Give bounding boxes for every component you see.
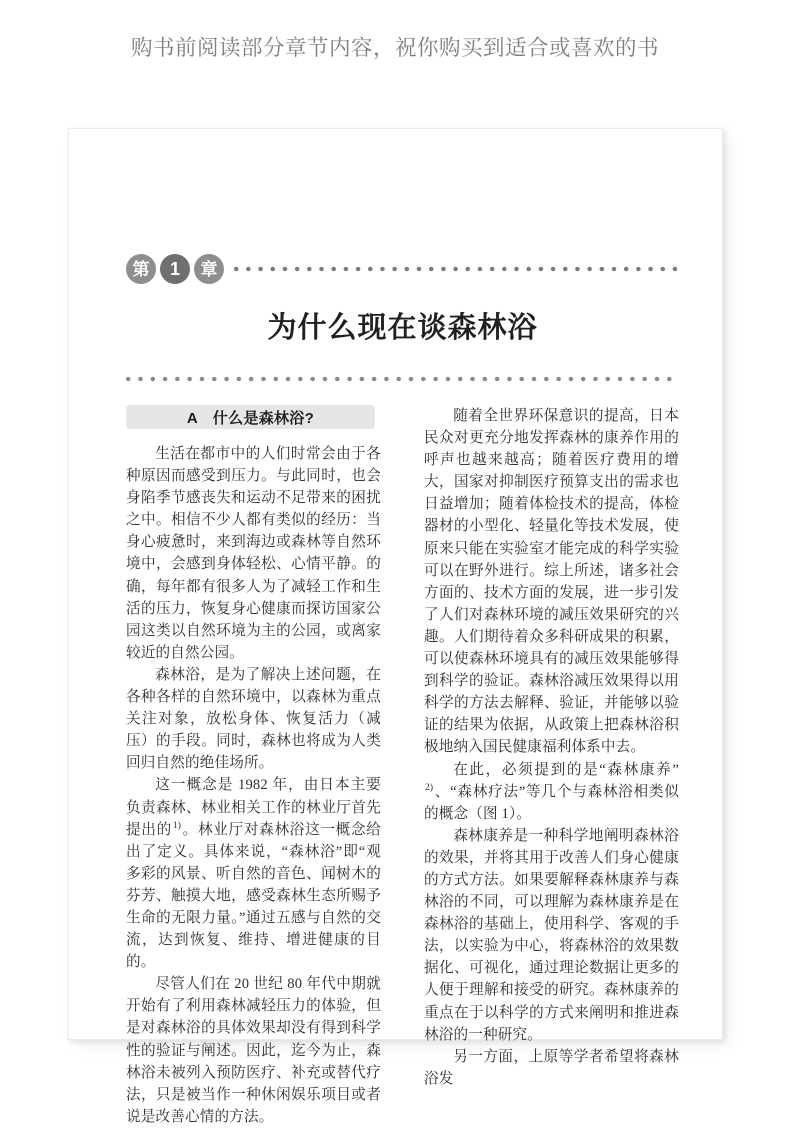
paragraph-part: 、“森林疗法”等几个与森林浴相类似的概念（图 1）。 xyxy=(424,783,679,822)
section-heading-text: A 什么是森林浴? xyxy=(186,409,315,427)
chapter-header xyxy=(126,253,679,285)
promo-banner xyxy=(0,0,790,92)
paragraph: 尽管人们在 20 世纪 80 年代中期就开始有了利用森林减轻压力的体验，但是对森林浴的具体效果却没有得到科学性的验证与阐述。因此，迄今为止，森林浴未被列入预防医疗、补充或替代疗法，只是被当作一种休闲娱乐项目或者说是改善心情的方法。 xyxy=(126,976,381,1125)
chapter-title: 为什么现在谈森林浴 xyxy=(267,312,538,344)
page-content-area xyxy=(126,129,679,1125)
paragraph-part: 在此，必须提到的是“森林康养” xyxy=(453,761,679,778)
chapter-badge-number: 1 xyxy=(160,254,190,284)
dotted-rule-bottom xyxy=(126,374,679,384)
paragraph xyxy=(126,774,381,973)
chapter-badge-suffix: 章 xyxy=(194,254,224,284)
section-heading-tag xyxy=(126,405,375,429)
paragraph: 另一方面，上原等学者希望将森林浴发 xyxy=(424,1048,679,1087)
paragraph: 森林康养是一种科学地阐明森林浴的效果，并将其用于改善人们身心健康的方式方法。如果要解释森林康养与森林浴的不同，可以理解为森林康养是在森林浴的基础上，使用科学、客观的手法，以实验为中心，将森林浴的效果数据化、可视化，通过理论数据让更多的人便于理解和接受的研究。森林康养的重点在于以科学的方式来阐明和推进森林浴的一种研究。 xyxy=(424,827,679,1043)
body-columns xyxy=(126,405,679,1125)
dotted-rule-top xyxy=(234,254,679,284)
book-page-sheet xyxy=(68,128,723,1125)
paragraph-part: 。林业厅对森林浴这一概念给出了定义。具体来说，“森林浴”即“观多彩的风景、听自然的音色、闻树木的芬芳、触摸大地，感受森林生态所赐予生命的无限力量。”通过五感与自然的交流，达到恢复、维持、增进健康的目的。 xyxy=(126,821,382,971)
right-column xyxy=(424,405,679,1087)
footnote-marker: 1) xyxy=(172,820,182,831)
footnote-marker: 2) xyxy=(425,782,434,793)
left-column xyxy=(126,405,382,1125)
paragraph: 随着全世界环保意识的提高，日本民众对更充分地发挥森林的康养作用的呼声也越来越高；随着医疗费用的增大，国家对抑制医疗预算支出的需求也日益增加；随着体检技术的提高，体检器材的小型化、轻量化等技术发展，使原来只能在实验室才能完成的科学实验可以在野外进行。综上所述，诸多社会方面的、技术方面的发展，进一步引发了人们对森林环境的减压效果研究的兴趣。人们期待着众多科研成果的积累，可以使森林环境具有的减压效果能够得到科学的验证。森林浴减压效果得以用科学的方法去解释、验证，并能够以验证的结果为依据，从政策上把森林浴积极地纳入国民健康福利体系中去。 xyxy=(424,408,679,756)
paragraph: 森林浴，是为了解决上述问题，在各种各样的自然环境中，以森林为重点关注对象，放松身体、恢复活力（减压）的手段。同时，森林也将成为人类回归自然的绝佳场所。 xyxy=(126,666,381,772)
promo-banner-text: 购书前阅读部分章节内容，祝你购买到适合或喜欢的书 xyxy=(130,35,659,60)
paragraph: 生活在都市中的人们时常会由于各种原因而感受到压力。与此同时，也会身陷季节感丧失和运动不足带来的困扰之中。相信不少人都有类似的经历：当身心疲惫时，来到海边或森林等自然环境中，会感到身体轻松、心情平静。的确，每年都有很多人为了减轻工作和生活的压力，恢复身心健康而探访国家公园这类以自然环境为主的公园，或离家较近的自然公园。 xyxy=(126,446,381,661)
chapter-badge-prefix: 第 xyxy=(126,254,156,284)
paragraph-part: 这一概念是 1982 年，由日本主要负责森林、林业相关工作的林业厅首先提出的 xyxy=(126,777,381,838)
paragraph xyxy=(424,759,679,825)
